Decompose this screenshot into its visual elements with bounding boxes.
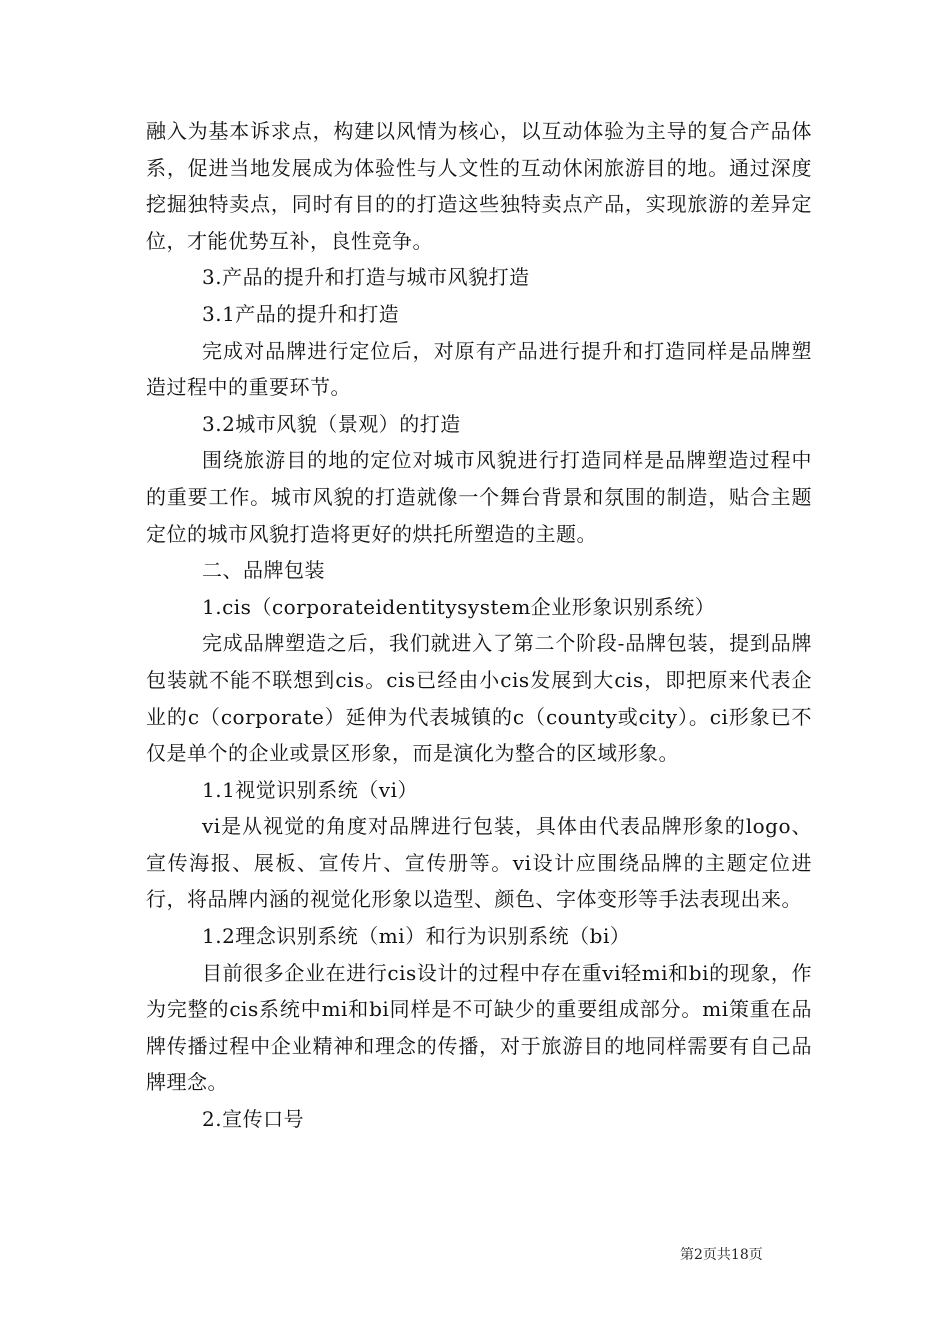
chapter-heading: 二、品牌包装 [202,558,325,583]
section-heading: 1.cis（corporateidentitysystem企业形象识别系统） [202,594,716,619]
section-heading: 3.产品的提升和打造与城市风貌打造 [202,265,530,290]
paragraph: vi是从视觉的角度对品牌进行包装，具体由代表品牌形象的logo、宣传海报、展板、宣传片、宣传册等。vi设计应围绕品牌的主题定位进行，将品牌内涵的视觉化形象以造型、颜色、字体变形等手法表现出来。 [146,814,812,912]
section-heading: 2.宣传口号 [202,1107,305,1132]
paragraph: 目前很多企业在进行cis设计的过程中存在重vi轻mi和bi的现象，作为完整的cis系统中mi和bi同样是不可缺少的重要组成部分。mi策重在品牌传播过程中企业精神和理念的传播，对于旅游目的地同样需要有自己品牌理念。 [146,960,812,1095]
paragraph: 完成对品牌进行定位后，对原有产品进行提升和打造同样是品牌塑造过程中的重要环节。 [146,338,812,400]
subsection-heading: 3.2城市风貌（景观）的打造 [202,411,461,436]
paragraph: 围绕旅游目的地的定位对城市风貌进行打造同样是品牌塑造过程中的重要工作。城市风貌的打造就像一个舞台背景和氛围的制造，贴合主题定位的城市风貌打造将更好的烘托所塑造的主题。 [146,448,812,546]
subsection-heading: 3.1产品的提升和打造 [202,301,400,326]
subsection-heading: 1.2理念识别系统（mi）和行为识别系统（bi） [202,924,631,949]
page-number: 第2页共18页 [680,1247,763,1263]
paragraph: 融入为基本诉求点，构建以风情为核心，以互动体验为主导的复合产品体系，促进当地发展成为体验性与人文性的互动休闲旅游目的地。通过深度挖掘独特卖点，同时有目的的打造这些独特卖点产品，实现旅游的差异定位，才能优势互补，良性竞争。 [146,119,812,253]
subsection-heading: 1.1视觉识别系统（vi） [202,777,419,802]
paragraph: 完成品牌塑造之后，我们就进入了第二个阶段-品牌包装，提到品牌包装就不能不联想到cis。cis已经由小cis发展到大cis，即把原来代表企业的c（corporate）延伸为代表城镇的c（county或city）。ci形象已不仅是单个的企业或景区形象，而是演化为整合的区域形象。 [146,631,812,766]
document-body [146,113,812,1138]
